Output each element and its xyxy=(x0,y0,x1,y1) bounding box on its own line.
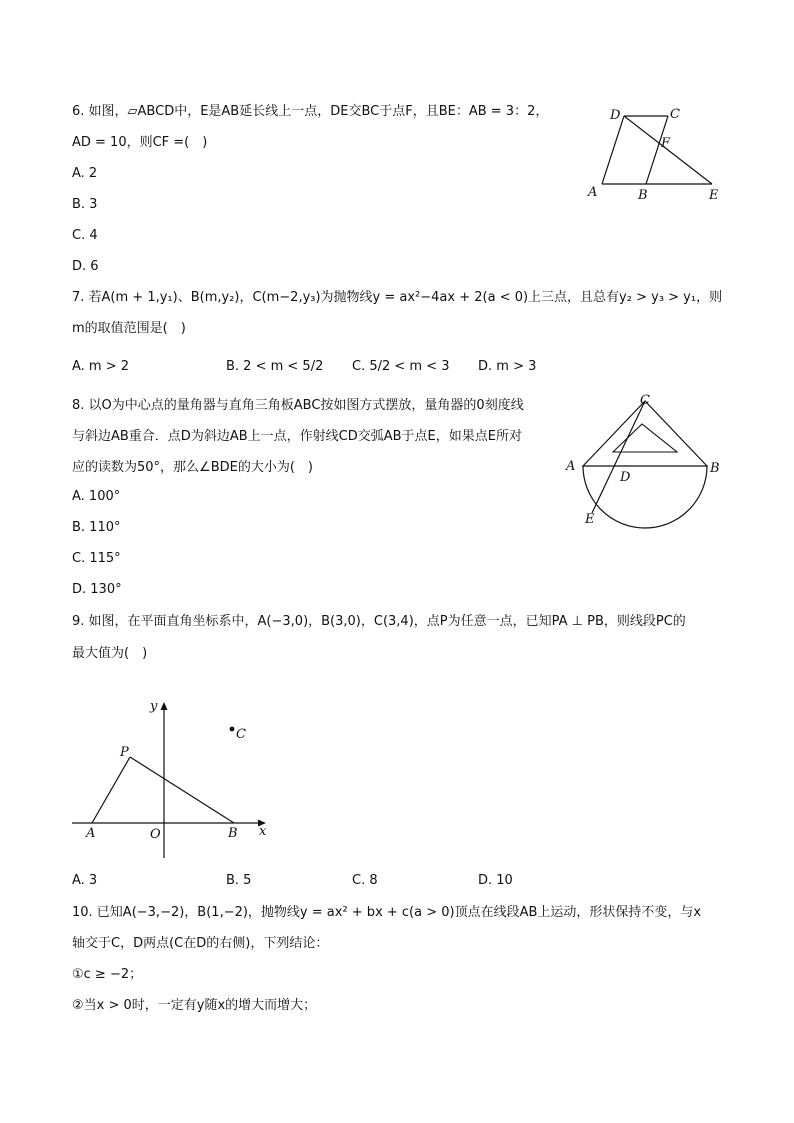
q8-protractor-figure xyxy=(562,388,732,538)
q7-option-c: C. 5/2 < m < 3 xyxy=(352,359,450,374)
q9-label-p: P xyxy=(120,745,129,760)
q8-option-b: B. 110° xyxy=(72,520,121,535)
q7-option-a: A. m > 2 xyxy=(72,359,130,374)
q9-option-d: D. 10 xyxy=(478,873,513,888)
q9-label-x: x xyxy=(259,824,267,839)
q9-label-y: y xyxy=(150,699,158,714)
q10-stem-line2: 轴交于C，D两点(C在D的右侧)，下列结论： xyxy=(72,936,329,951)
q6-option-c: C. 4 xyxy=(72,228,98,243)
q7-stem-line1: 7. 若A(m + 1,y₁)、B(m,y₂)，C(m−2,y₃)为抛物线y = ax²−4ax + 2(a < 0)上三点，且总有y₂ > y₃ > y₁，则 xyxy=(72,290,723,305)
q6-option-d: D. 6 xyxy=(72,259,99,274)
q6-label-a: A xyxy=(588,185,598,200)
q9-stem-line1: 9. 如图，在平面直角坐标系中，A(−3,0)，B(3,0)，C(3,4)，点P为任意一点，已知PA ⊥ PB，则线段PC的 xyxy=(72,614,686,629)
q8-stem-line3: 应的读数为50°，那么∠BDE的大小为( ) xyxy=(72,460,313,475)
q8-label-e: E xyxy=(585,512,595,527)
q9-label-a: A xyxy=(86,826,96,841)
q8-stem-line1: 8. 以O为中心点的量角器与直角三角板ABC按如图方式摆放，量角器的0刻度线 xyxy=(72,398,524,413)
q8-option-c: C. 115° xyxy=(72,551,121,566)
q8-option-d: D. 130° xyxy=(72,582,122,597)
q7-option-d: D. m > 3 xyxy=(478,359,537,374)
q8-stem-line2: 与斜边AB重合．点D为斜边AB上一点，作射线CD交弧AB于点E，如果点E所对 xyxy=(72,429,522,444)
q9-label-c: C xyxy=(236,727,246,742)
q8-label-b: B xyxy=(710,461,720,476)
q8-label-c: C xyxy=(640,393,650,408)
q6-label-b: B xyxy=(638,188,648,203)
q6-label-f: F xyxy=(661,136,671,151)
q6-stem-line1: 6. 如图，▱ABCD中，E是AB延长线上一点，DE交BC于点F，且BE：AB = 3：2， xyxy=(72,104,549,119)
q6-label-c: C xyxy=(670,107,680,122)
q10-conclusion-2: ②当x > 0时，一定有y随x的增大而增大； xyxy=(72,998,317,1013)
q6-label-e: E xyxy=(709,188,719,203)
q10-stem-line1: 10. 已知A(−3,−2)，B(1,−2)，抛物线y = ax² + bx + c(a > 0)顶点在线段AB上运动，形状保持不变，与x xyxy=(72,905,702,920)
q9-option-c: C. 8 xyxy=(352,873,378,888)
q6-option-b: B. 3 xyxy=(72,197,98,212)
q9-stem-line2: 最大值为( ) xyxy=(72,646,148,661)
q9-coordinate-figure xyxy=(66,692,286,862)
q9-label-o: O xyxy=(150,827,161,842)
q8-label-d: D xyxy=(620,470,631,485)
q8-option-a: A. 100° xyxy=(72,489,121,504)
q9-option-a: A. 3 xyxy=(72,873,98,888)
q10-conclusion-1: ①c ≥ −2； xyxy=(72,967,143,982)
q7-option-b: B. 2 < m < 5/2 xyxy=(226,359,324,374)
q6-parallelogram-figure xyxy=(580,100,730,210)
q6-stem-line2: AD = 10，则CF =( ) xyxy=(72,135,208,150)
q8-label-a: A xyxy=(566,459,576,474)
q9-label-b: B xyxy=(228,826,238,841)
q7-stem-line2: m的取值范围是( ) xyxy=(72,321,186,336)
q6-label-d: D xyxy=(610,108,621,123)
q9-option-b: B. 5 xyxy=(226,873,252,888)
q6-option-a: A. 2 xyxy=(72,166,98,181)
